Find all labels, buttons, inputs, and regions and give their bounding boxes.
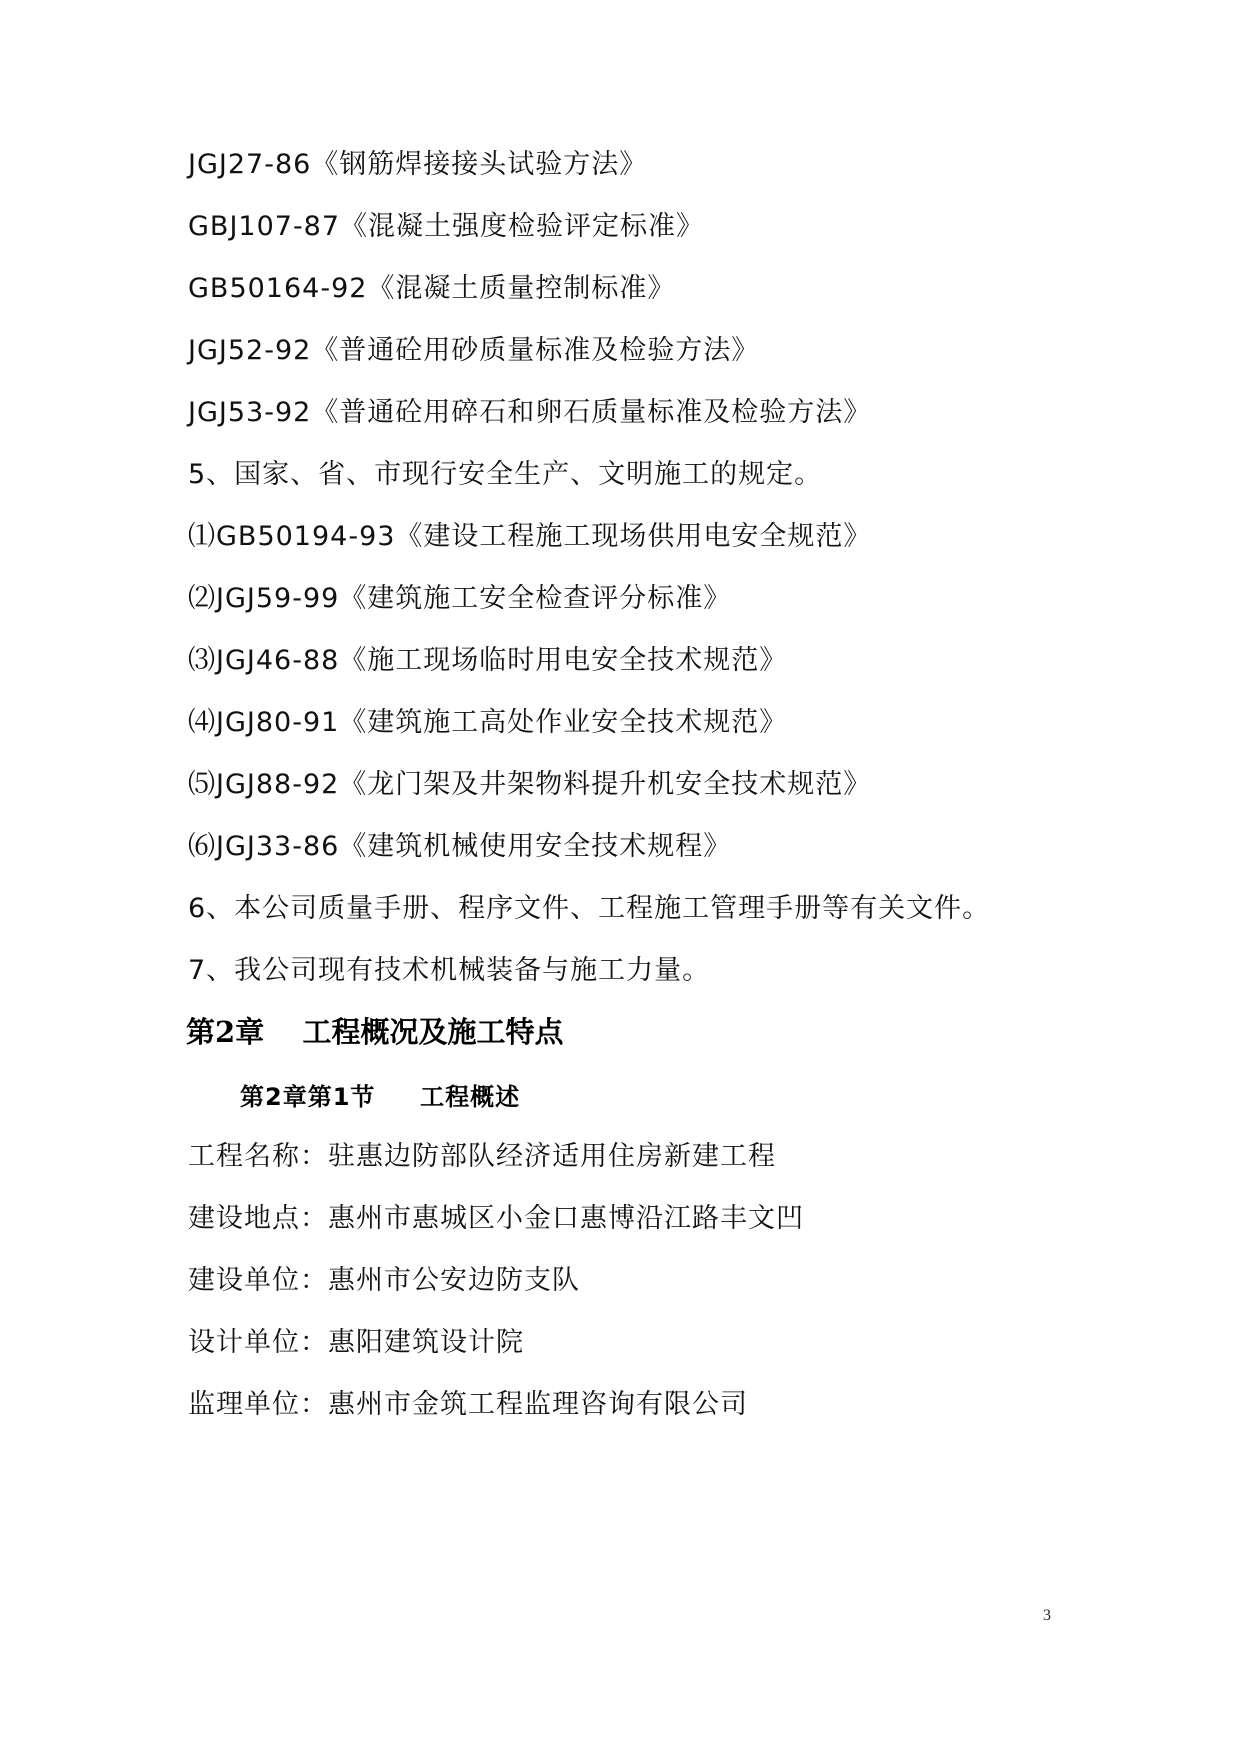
page-number: 3 [1043, 1607, 1051, 1624]
standard-line: JGJ27-86《钢筋焊接接头试验方法》 [188, 149, 648, 180]
safety-standard-line: ⑸JGJ88-92《龙门架及井架物料提升机安全技术规范》 [188, 769, 872, 800]
standard-line: GBJ107-87《混凝土强度检验评定标准》 [188, 211, 705, 242]
chapter-title: 工程概况及施工特点 [302, 1015, 564, 1049]
project-owner: 建设单位：惠州市公安边防支队 [188, 1265, 580, 1296]
chapter-heading [186, 1011, 563, 1053]
section-heading [240, 1079, 520, 1115]
item7-text: 7、我公司现有技术机械装备与施工力量。 [188, 955, 711, 986]
chapter-number: 2 [215, 1015, 236, 1049]
section-number: 第2章第1节 [240, 1083, 376, 1111]
safety-standard-line: ⑹JGJ33-86《建筑机械使用安全技术规程》 [188, 831, 732, 862]
safety-standard-line: ⑴GB50194-93《建设工程施工现场供用电安全规范》 [188, 521, 872, 552]
chapter-prefix: 第 [186, 1015, 216, 1049]
item5-heading: 5、国家、省、市现行安全生产、文明施工的规定。 [188, 459, 823, 490]
standard-line: JGJ53-92《普通砼用碎石和卵石质量标准及检验方法》 [188, 397, 872, 428]
item6-text: 6、本公司质量手册、程序文件、工程施工管理手册等有关文件。 [188, 893, 991, 924]
standard-line: GB50164-92《混凝土质量控制标准》 [188, 273, 676, 304]
project-supervisor: 监理单位：惠州市金筑工程监理咨询有限公司 [188, 1389, 748, 1420]
safety-standard-line: ⑷JGJ80-91《建筑施工高处作业安全技术规范》 [188, 707, 788, 738]
chapter-suffix: 章 [235, 1015, 265, 1049]
project-name: 工程名称：驻惠边防部队经济适用住房新建工程 [188, 1141, 776, 1172]
safety-standard-line: ⑵JGJ59-99《建筑施工安全检查评分标准》 [188, 583, 732, 614]
standard-line: JGJ52-92《普通砼用砂质量标准及检验方法》 [188, 335, 760, 366]
project-designer: 设计单位：惠阳建筑设计院 [188, 1327, 524, 1358]
safety-standard-line: ⑶JGJ46-88《施工现场临时用电安全技术规范》 [188, 645, 788, 676]
project-location: 建设地点：惠州市惠城区小金口惠博沿江路丰文凹 [188, 1203, 804, 1234]
section-title: 工程概述 [420, 1083, 521, 1111]
